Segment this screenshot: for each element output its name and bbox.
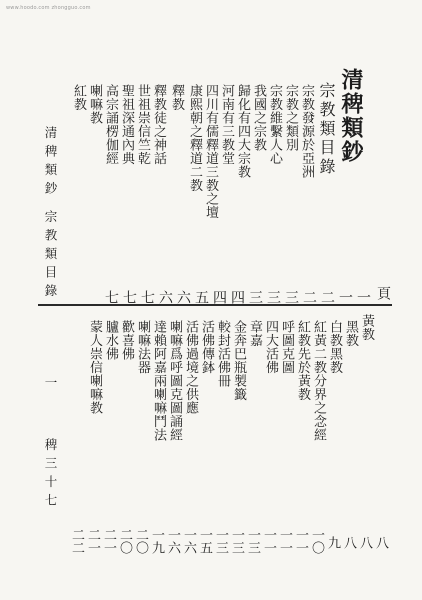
toc-entry: 喇嘛爲呼圖克圖誦經 — [167, 320, 182, 442]
page-number: 一一 — [261, 528, 276, 554]
toc-entry: 四川有儒釋道三教之壇 — [203, 84, 218, 219]
page-number: 一三 — [229, 528, 244, 554]
page-number: 二一 — [101, 528, 116, 554]
sidebar-section: 宗教類目錄 — [43, 210, 58, 303]
toc-entry: 河南有三教堂 — [219, 84, 234, 165]
page-number: 二一 — [85, 528, 100, 554]
toc-entry: 高宗誦楞伽經 — [103, 84, 118, 165]
page-number: 八 — [373, 536, 388, 549]
page-number: 三 — [247, 290, 263, 304]
toc-entry: 喇嘛法器 — [135, 320, 150, 374]
toc-entry: 紅教先於黃教 — [295, 320, 310, 401]
toc-entry: 活佛過境之供應 — [183, 320, 198, 415]
toc-entry: 紅黃二教分界之念經 — [311, 320, 326, 442]
page-number: 一 — [337, 290, 353, 304]
toc-entry: 蒙人崇信喇嘛教 — [87, 320, 102, 415]
toc-entry: 活佛傳鉢 — [199, 320, 214, 374]
page-column-label: 頁 — [375, 286, 391, 300]
page-number: 一三 — [245, 528, 260, 554]
sidebar-volume: 稗三十七 — [43, 438, 58, 512]
page-number: 四 — [211, 290, 227, 304]
toc-entry: 歡喜佛 — [119, 320, 134, 361]
page-number: 一六 — [181, 528, 196, 554]
toc-entry: 聖祖深通內典 — [119, 84, 134, 165]
page-number: 一一 — [293, 528, 308, 554]
toc-entry: 達賴阿嘉兩喇嘛鬥法 — [151, 320, 166, 442]
toc-entry: 宗教之類別 — [283, 84, 298, 152]
watermark: www.hoodo.com zhongguo.com — [6, 5, 91, 11]
page-number: 二 — [301, 290, 317, 304]
toc-entry: 釋教 — [169, 84, 184, 111]
toc-entry: 釋教徒之神話 — [151, 84, 166, 165]
sidebar-book-title: 清稗類鈔 — [43, 126, 58, 200]
page-number: 七 — [103, 290, 119, 304]
toc-entry: 喇嘛教 — [87, 84, 102, 125]
sidebar-mark: 一 — [43, 376, 58, 395]
page-number: 一六 — [165, 528, 180, 554]
toc-entry: 紅教 — [71, 84, 86, 111]
toc-entry: 白教黑教 — [327, 320, 342, 374]
toc-entry: 金奔巴瓶製籤 — [231, 320, 246, 401]
page-number: 一〇 — [309, 528, 324, 554]
toc-entry: 康熙朝之釋道二教 — [187, 84, 202, 192]
page-number: 一 — [355, 290, 371, 304]
page-number: 六 — [157, 290, 173, 304]
toc-entry: 較封活佛冊 — [215, 320, 230, 388]
page-number: 一三 — [213, 528, 228, 554]
page-number: 五 — [193, 290, 209, 304]
toc-entry: 我國之宗教 — [251, 84, 266, 152]
toc-entry: 呼圖克圖 — [279, 320, 294, 374]
page-number: 二〇 — [133, 528, 148, 554]
page-number: 一一 — [277, 528, 292, 554]
page-number: 二二 — [69, 528, 84, 554]
page-number: 八 — [341, 536, 356, 549]
page-number: 八 — [357, 536, 372, 549]
section-title: 宗教類目錄 — [317, 82, 336, 177]
page-number: 二〇 — [117, 528, 132, 554]
toc-entry: 黃教 — [359, 314, 374, 341]
toc-entry: 宗教維繫人心 — [267, 84, 282, 165]
page-number: 三 — [265, 290, 281, 304]
toc-entry: 四大活佛 — [263, 320, 278, 374]
page-number: 二 — [319, 290, 335, 304]
book-title: 清稗類鈔 — [338, 68, 364, 164]
toc-entry: 臚水佛 — [103, 320, 118, 361]
page-number: 七 — [121, 290, 137, 304]
page-number: 一九 — [149, 528, 164, 554]
page-number: 九 — [325, 536, 340, 549]
page-number: 一五 — [197, 528, 212, 554]
toc-entry: 章嘉 — [247, 320, 262, 347]
toc-entry: 宗教發源於亞洲 — [299, 84, 314, 179]
page-number: 六 — [175, 290, 191, 304]
page-number: 三 — [283, 290, 299, 304]
page-number: 四 — [229, 290, 245, 304]
section-divider-rule — [38, 304, 392, 306]
toc-entry: 歸化有四大宗教 — [235, 84, 250, 179]
page-number: 七 — [139, 290, 155, 304]
toc-entry: 世祖崇信竺乾 — [135, 84, 150, 165]
toc-entry: 黑教 — [343, 320, 358, 347]
